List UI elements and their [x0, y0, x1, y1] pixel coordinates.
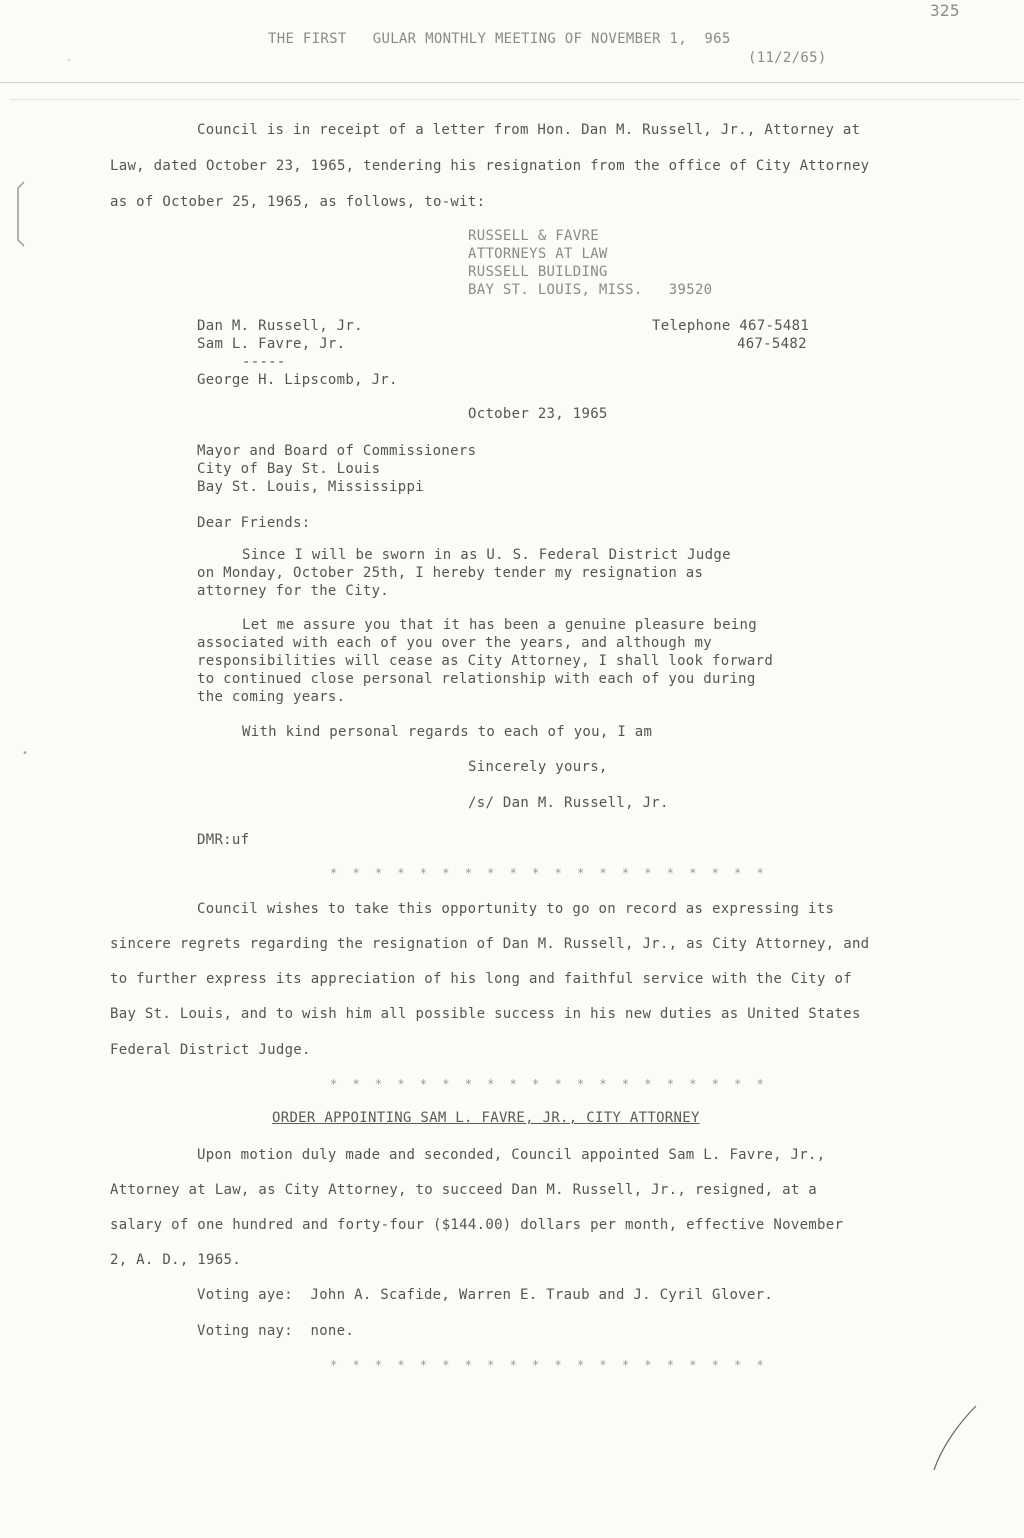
recipient-line-3: Bay St. Louis, Mississippi — [197, 479, 424, 495]
margin-dot-mark: • — [22, 748, 29, 759]
council-line-3: to further express its appreciation of his long and faithful service with the City of — [110, 971, 852, 987]
separator-3: * * * * * * * * * * * * * * * * * * * * — [330, 1358, 768, 1372]
partner-1: Dan M. Russell, Jr. — [197, 318, 363, 334]
letter-closing: Sincerely yours, — [468, 759, 608, 775]
letterhead-subtitle: ATTORNEYS AT LAW — [468, 246, 608, 262]
council-line-5: Federal District Judge. — [110, 1042, 311, 1058]
header-rule-2 — [10, 99, 1020, 100]
letter-p2-line-2: associated with each of you over the years, and although my — [197, 635, 712, 651]
header-rule — [0, 82, 1024, 83]
corner-dash-mark: - — [66, 55, 73, 66]
intro-line-1: Council is in receipt of a letter from Hon. Dan M. Russell, Jr., Attorney at — [197, 122, 861, 138]
telephone-1: Telephone 467-5481 — [652, 318, 810, 334]
salutation: Dear Friends: — [197, 515, 311, 531]
intro-line-2: Law, dated October 23, 1965, tendering his resignation from the office of City Attorney — [110, 158, 870, 174]
intro-line-3: as of October 25, 1965, as follows, to-wit: — [110, 194, 486, 210]
voting-nay: Voting nay: none. — [197, 1323, 355, 1339]
telephone-2: 467-5482 — [737, 336, 807, 352]
order-line-3: salary of one hundred and forty-four ($144.00) dollars per month, effective November — [110, 1217, 844, 1233]
separator-2: * * * * * * * * * * * * * * * * * * * * — [330, 1077, 768, 1091]
recipient-line-2: City of Bay St. Louis — [197, 461, 381, 477]
council-line-1: Council wishes to take this opportunity to go on record as expressing its — [197, 901, 835, 917]
margin-pen-stroke — [920, 1400, 980, 1490]
partner-2: Sam L. Favre, Jr. — [197, 336, 346, 352]
letter-p3: With kind personal regards to each of you, I am — [242, 724, 653, 740]
letterhead-firm: RUSSELL & FAVRE — [468, 228, 599, 244]
letterhead-building: RUSSELL BUILDING — [468, 264, 608, 280]
letterhead-address: BAY ST. LOUIS, MISS. 39520 — [468, 282, 713, 298]
letter-p1-line-2: on Monday, October 25th, I hereby tender my resignation as — [197, 565, 704, 581]
letter-p1-line-3: attorney for the City. — [197, 583, 390, 599]
order-line-2: Attorney at Law, as City Attorney, to succeed Dan M. Russell, Jr., resigned, at a — [110, 1182, 818, 1198]
letter-p2-line-1: Let me assure you that it has been a genuine pleasure being — [242, 617, 757, 633]
meeting-title: THE FIRST GULAR MONTHLY MEETING OF NOVEMBER 1, 965 — [268, 31, 731, 47]
letter-p2-line-3: responsibilities will cease as City Attorney, I shall look forward — [197, 653, 774, 669]
meeting-date: (11/2/65) — [748, 50, 827, 66]
recipient-line-1: Mayor and Board of Commissioners — [197, 443, 477, 459]
partner-separator: ----- — [242, 354, 286, 370]
order-heading: ORDER APPOINTING SAM L. FAVRE, JR., CITY ATTORNEY — [272, 1110, 700, 1126]
page-number: 325 — [930, 1, 960, 20]
council-line-4: Bay St. Louis, and to wish him all possible success in his new duties as United States — [110, 1006, 861, 1022]
letter-p2-line-4: to continued close personal relationship with each of you during — [197, 671, 756, 687]
order-line-1: Upon motion duly made and seconded, Council appointed Sam L. Favre, Jr., — [197, 1147, 826, 1163]
typist-initials: DMR:uf — [197, 832, 250, 848]
separator-1: * * * * * * * * * * * * * * * * * * * * — [330, 866, 768, 880]
council-line-2: sincere regrets regarding the resignation of Dan M. Russell, Jr., as City Attorney, and — [110, 936, 870, 952]
letter-date: October 23, 1965 — [468, 406, 608, 422]
letter-p2-line-5: the coming years. — [197, 689, 346, 705]
order-line-4: 2, A. D., 1965. — [110, 1252, 241, 1268]
voting-aye: Voting aye: John A. Scafide, Warren E. Traub and J. Cyril Glover. — [197, 1287, 774, 1303]
binding-bracket-mark — [14, 180, 34, 250]
partner-3: George H. Lipscomb, Jr. — [197, 372, 398, 388]
letter-signature: /s/ Dan M. Russell, Jr. — [468, 795, 669, 811]
letter-p1-line-1: Since I will be sworn in as U. S. Federal District Judge — [242, 547, 731, 563]
